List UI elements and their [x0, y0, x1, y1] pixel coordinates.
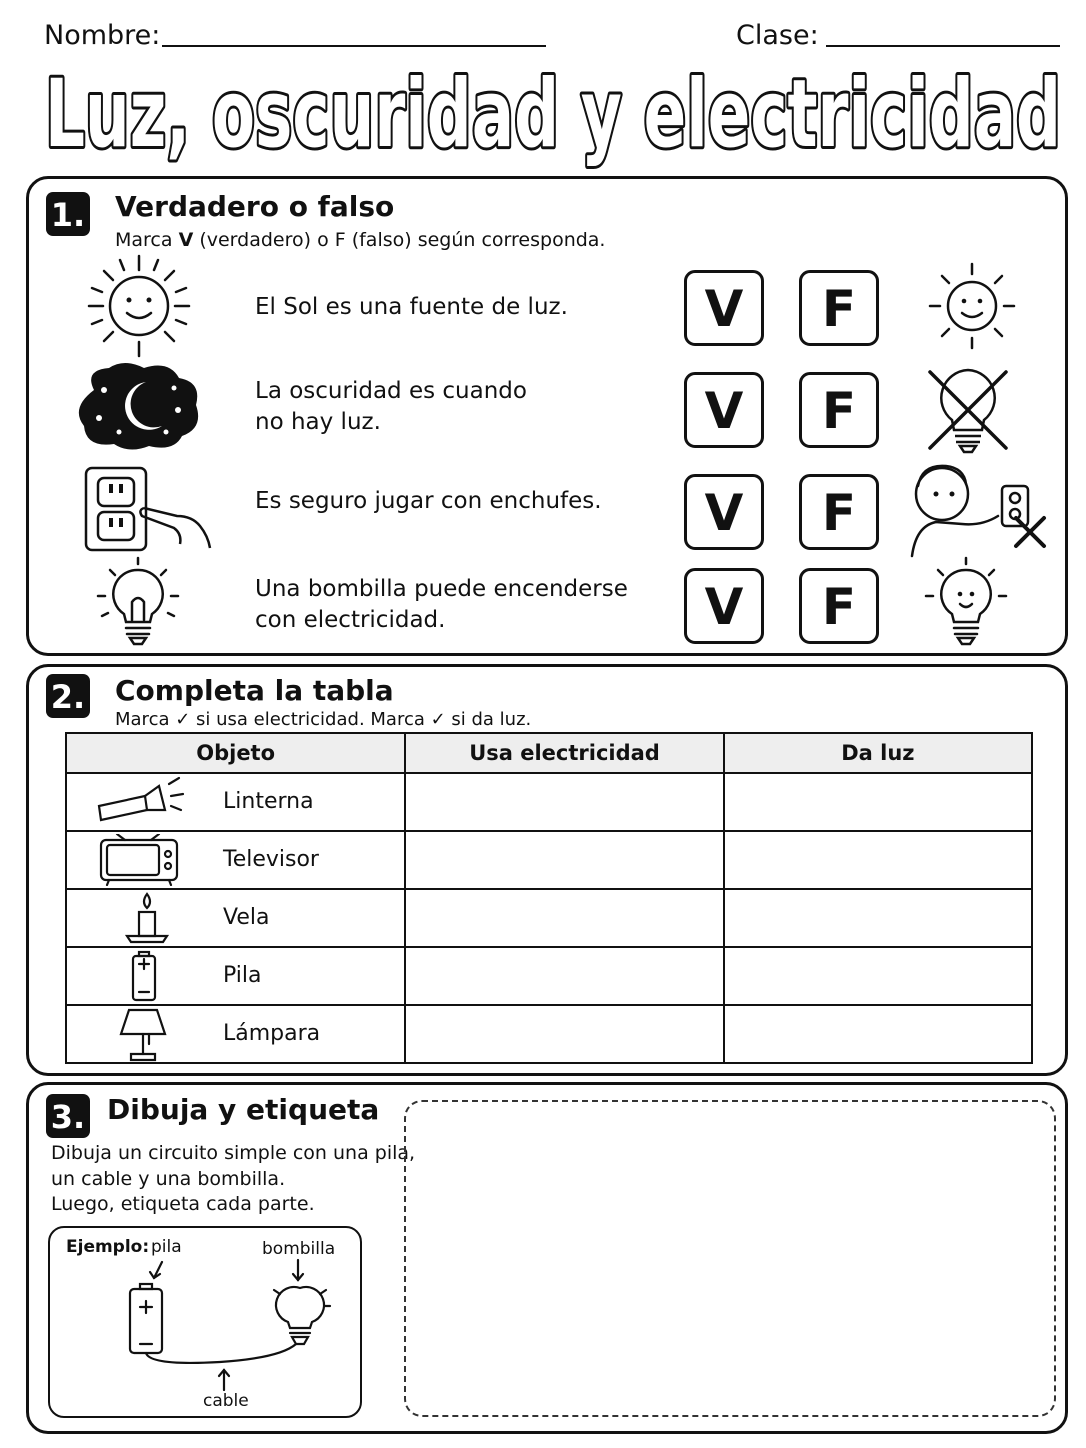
- table-row: [66, 1005, 1032, 1063]
- true-box-1[interactable]: V: [684, 270, 764, 346]
- lamp-icon: [95, 1008, 191, 1062]
- table-row: [66, 773, 1032, 831]
- gives-light-cell[interactable]: [724, 947, 1032, 1005]
- object-name: Lámpara: [223, 1021, 321, 1046]
- true-box-3[interactable]: V: [684, 474, 764, 550]
- column-header-uses-electricity: Usa electricidad: [405, 733, 724, 773]
- drawing-area[interactable]: [404, 1100, 1056, 1417]
- table-row: [66, 947, 1032, 1005]
- table-header-row: [66, 733, 1032, 773]
- page-title-text: Luz, oscuridad y electricidad: [45, 60, 1061, 169]
- section-number: 1.: [46, 192, 90, 236]
- table-row: [66, 889, 1032, 947]
- section-title: Dibuja y etiqueta: [107, 1093, 380, 1126]
- outlet-hand-icon: [82, 464, 218, 556]
- gives-light-cell[interactable]: [724, 889, 1032, 947]
- statement-4: Una bombilla puede encenderse con electricidad.: [255, 576, 628, 633]
- crossed-bulb-icon: [922, 364, 1014, 456]
- false-box-1[interactable]: F: [799, 270, 879, 346]
- uses-electricity-cell[interactable]: [405, 889, 724, 947]
- uses-electricity-cell[interactable]: [405, 947, 724, 1005]
- page-title: [0, 58, 1086, 178]
- section-instruction: Marca ✓ si usa electricidad. Marca ✓ si da luz.: [115, 709, 532, 730]
- uses-electricity-cell[interactable]: [405, 773, 724, 831]
- false-box-4[interactable]: F: [799, 568, 879, 644]
- candle-icon: [95, 892, 191, 944]
- object-cell: [66, 831, 405, 889]
- child-outlet-icon: [902, 456, 1050, 558]
- object-name: Pila: [223, 963, 262, 988]
- sun-icon: [80, 250, 198, 360]
- column-header-object: Objeto: [66, 733, 405, 773]
- label-cable: cable: [203, 1391, 249, 1411]
- object-name: Televisor: [223, 847, 319, 872]
- lightbulb-icon: [916, 556, 1016, 648]
- statement-1: El Sol es una fuente de luz.: [255, 294, 568, 320]
- name-label: Nombre:: [44, 20, 161, 51]
- false-box-2[interactable]: F: [799, 372, 879, 448]
- flashlight-icon: [95, 776, 191, 826]
- object-name: Linterna: [223, 789, 314, 814]
- circuit-example-icon: [110, 1258, 350, 1392]
- section-number: 3.: [46, 1094, 90, 1138]
- object-cell: [66, 1005, 405, 1063]
- section-title: Completa la tabla: [115, 674, 394, 707]
- uses-electricity-cell[interactable]: [405, 831, 724, 889]
- electricity-table: [65, 732, 1033, 1064]
- object-cell: [66, 773, 405, 831]
- label-battery: pila: [151, 1237, 182, 1257]
- section-instruction: Dibuja un circuito simple con una pila, un cable y una bombilla. Luego, etiqueta cada parte.: [51, 1142, 416, 1215]
- true-box-2[interactable]: V: [684, 372, 764, 448]
- false-box-3[interactable]: F: [799, 474, 879, 550]
- statement-3: Es seguro jugar con enchufes.: [255, 488, 602, 514]
- uses-electricity-cell[interactable]: [405, 1005, 724, 1063]
- television-icon: [95, 834, 191, 886]
- sun-icon: [920, 258, 1024, 354]
- column-header-gives-light: Da luz: [724, 733, 1032, 773]
- name-field[interactable]: [162, 45, 546, 47]
- example-label: Ejemplo:: [66, 1237, 150, 1257]
- section-instruction: Marca V (verdadero) o F (falso) según corresponda.: [115, 229, 606, 251]
- object-name: Vela: [223, 905, 270, 930]
- battery-icon: [95, 950, 191, 1002]
- gives-light-cell[interactable]: [724, 1005, 1032, 1063]
- statement-2: La oscuridad es cuando no hay luz.: [255, 378, 527, 435]
- label-bulb: bombilla: [262, 1239, 336, 1259]
- section-number: 2.: [46, 674, 90, 718]
- lightbulb-icon: [88, 556, 188, 648]
- true-box-4[interactable]: V: [684, 568, 764, 644]
- gives-light-cell[interactable]: [724, 831, 1032, 889]
- table-row: [66, 831, 1032, 889]
- section-title: Verdadero o falso: [115, 190, 395, 223]
- night-moon-icon: [74, 360, 204, 452]
- object-cell: [66, 947, 405, 1005]
- object-cell: [66, 889, 405, 947]
- class-field[interactable]: [826, 45, 1060, 47]
- gives-light-cell[interactable]: [724, 773, 1032, 831]
- class-label: Clase:: [736, 20, 819, 51]
